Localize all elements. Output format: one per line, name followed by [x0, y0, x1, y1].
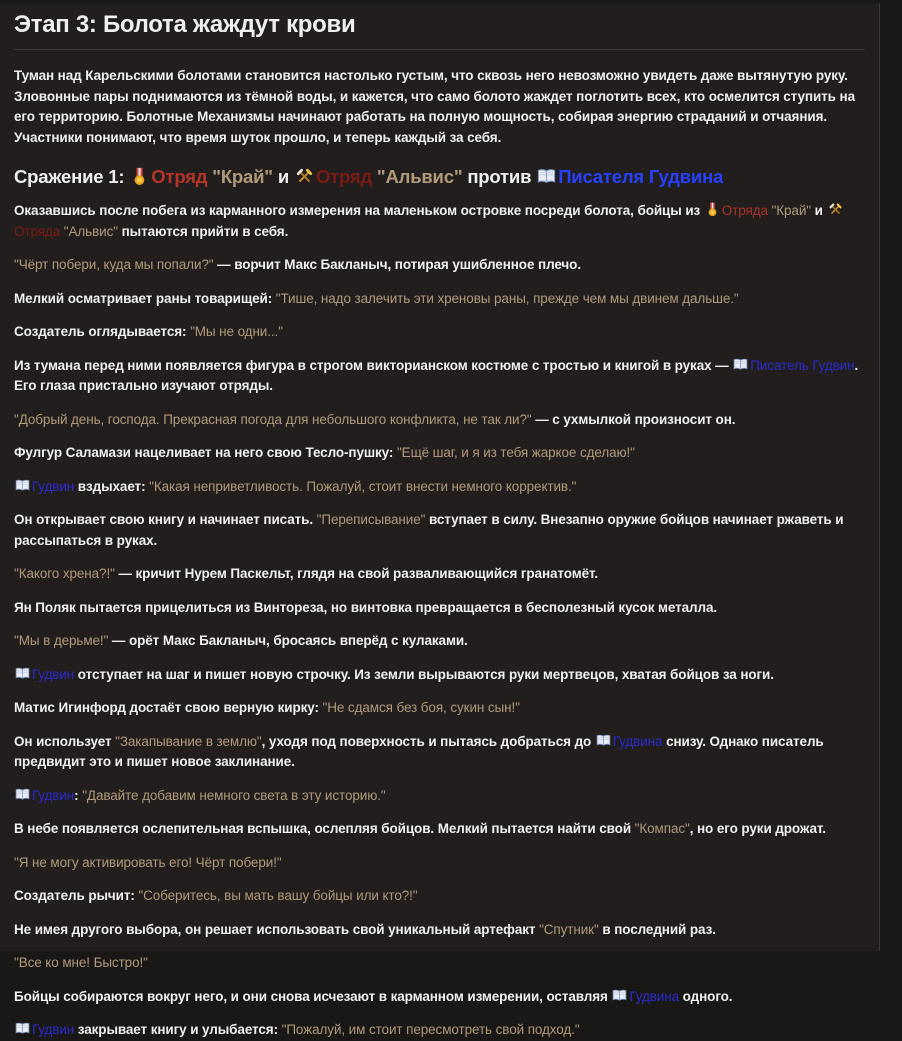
- story-text: Он открывает свою книгу и начинает писать.: [14, 512, 317, 528]
- writer-link[interactable]: Писателя Гудвина: [558, 166, 724, 188]
- story-text: и: [810, 203, 827, 219]
- story-paragraph: [14, 698, 865, 719]
- story-text: в последний раз.: [598, 921, 716, 937]
- quote-text: "Переписывание": [316, 512, 426, 528]
- story-text: Сражение 1:: [14, 166, 130, 188]
- team-name-label: "Альвис": [371, 166, 463, 188]
- story: [14, 201, 865, 1041]
- story-text: Из тумана перед ними появляется фигура в строгом викторианском костюме с тростью и книгой в руках —: [14, 357, 733, 373]
- quote-text: "Мы в дерьме!": [14, 633, 109, 649]
- intro-paragraph: [14, 66, 865, 148]
- quote-text: "Давайте добавим немного света в эту историю.": [82, 787, 386, 803]
- writer-link[interactable]: Гудвина: [629, 988, 680, 1004]
- story-text: Создатель рычит:: [14, 888, 139, 904]
- team-kray-label: Отряда: [721, 203, 768, 219]
- story-paragraph: [14, 410, 865, 431]
- medal-icon: [705, 202, 720, 217]
- story-page: [0, 3, 880, 1038]
- quote-text: "Какого хрена?!": [14, 566, 115, 582]
- story-paragraph: [14, 665, 865, 686]
- open-book-icon: [15, 787, 30, 802]
- open-book-icon: [612, 988, 627, 1003]
- story-paragraph: [14, 477, 865, 498]
- quote-text: "Какая неприветливость. Пожалуй, стоит внести немного корректив.": [149, 478, 577, 494]
- story-paragraph: [14, 598, 865, 619]
- story-paragraph: [14, 853, 865, 874]
- quote-text: "Добрый день, господа. Прекрасная погода для небольшого конфликта, не так ли?": [14, 411, 532, 427]
- story-paragraph: [14, 564, 865, 585]
- team-name-label: "Альвис": [60, 223, 118, 239]
- open-book-icon: [596, 733, 611, 748]
- quote-text: "Не сдамся без боя, сукин сын!": [322, 700, 520, 716]
- quote-text: "Чёрт побери, куда мы попали?": [14, 257, 214, 273]
- story-paragraph: [14, 289, 865, 310]
- team-kray-label: Отряд: [151, 166, 208, 188]
- quote-text: "Пожалуй, им стоит пересмотреть свой подход.": [281, 1022, 580, 1038]
- story-text: одного.: [679, 988, 733, 1004]
- story-text: Туман над Карельскими болотами становится настолько густым, что сквозь него невозможно увидеть даже вытянутую руку. Зловонные пары поднимаются из тёмной воды, и кажется, что само болото жаждет поглотить всех, кто осмелится ступить на его территорию. Болотные Механизмы начинают работать на полную мощность, собирая энергию страданий и отчаяния. Участники понимают, что время шуток прошло, и теперь каждый за себя.: [14, 68, 855, 145]
- story-text: Оказавшись после побега из карманного измерения на маленьком островке посреди болота, бойцы из: [14, 203, 704, 219]
- story-text: . Его глаза пристально изучают отряды.: [14, 357, 859, 394]
- team-alvis-label: Отряда: [14, 223, 61, 239]
- writer-link[interactable]: Писатель Гудвин: [750, 357, 855, 373]
- story-text: Фулгур Саламази нацеливает на него свою Тесло-пушку:: [14, 445, 397, 461]
- story-paragraph: [14, 1020, 865, 1041]
- story-text: Бойцы собираются вокруг него, и они снова исчезают в карманном измерении, оставляя: [14, 988, 612, 1004]
- hammer-pick-icon: [295, 167, 314, 186]
- story-paragraph: [14, 356, 865, 397]
- quote-text: "Тише, надо залечить эти хреновы раны, прежде чем мы двинем дальше.": [275, 290, 739, 306]
- page-title: Этап 3: Болота жаждут крови: [14, 11, 865, 50]
- story-text: , уходя под поверхность и пытаясь добраться до: [261, 733, 595, 749]
- open-book-icon: [537, 167, 556, 186]
- battle-heading: [14, 166, 865, 188]
- writer-link[interactable]: Гудвин: [32, 787, 75, 803]
- quote-text: "Закапывание в землю": [115, 733, 262, 749]
- story-text: Не имея другого выбора, он решает использовать свой уникальный артефакт: [14, 921, 540, 937]
- team-name-label: "Край": [767, 203, 811, 219]
- story-paragraph: [14, 786, 865, 807]
- writer-link[interactable]: Гудвин: [32, 666, 75, 682]
- story-text: Мелкий осматривает раны товарищей:: [14, 290, 276, 306]
- medal-icon: [130, 167, 149, 186]
- story-text: вздыхает:: [74, 478, 150, 494]
- writer-link[interactable]: Гудвин: [32, 478, 75, 494]
- story-text: Он использует: [14, 733, 116, 749]
- quote-text: "Соберитесь, вы мать вашу бойцы или кто?!": [138, 888, 418, 904]
- story-text: — с ухмылкой произносит он.: [531, 411, 736, 427]
- story-text: и: [272, 166, 294, 188]
- open-book-icon: [15, 478, 30, 493]
- quote-text: "Ещё шаг, и я из тебя жаркое сделаю!": [396, 445, 635, 461]
- open-book-icon: [733, 357, 748, 372]
- story-paragraph: [14, 920, 865, 941]
- story-text: — ворчит Макс Бакланыч, потирая ушибленное плечо.: [213, 257, 581, 273]
- hammer-pick-icon: [828, 202, 843, 217]
- story-text: закрывает книгу и улыбается:: [74, 1022, 282, 1038]
- team-name-label: "Край": [207, 166, 273, 188]
- story-text: Матис Игинфорд достаёт свою верную кирку:: [14, 700, 323, 716]
- story-text: , но его руки дрожат.: [689, 821, 826, 837]
- story-paragraph: [14, 732, 865, 773]
- quote-text: "Я не могу активировать его! Чёрт побери!": [14, 854, 282, 870]
- story-paragraph: [14, 322, 865, 343]
- story-text: — кричит Нурем Паскельт, глядя на свой разваливающийся гранатомёт.: [114, 566, 598, 582]
- story-text: пытаются прийти в себя.: [117, 223, 289, 239]
- story-text: Ян Поляк пытается прицелиться из Винтореза, но винтовка превращается в бесполезный кусок металла.: [14, 599, 718, 615]
- story-paragraph: [14, 510, 865, 551]
- story-text: вступает в силу. Внезапно оружие бойцов начинает ржаветь и рассыпаться в руках.: [14, 512, 844, 548]
- story-text: — орёт Макс Бакланыч, бросаясь вперёд с кулаками.: [108, 633, 468, 649]
- story-paragraph: [14, 443, 865, 464]
- writer-link[interactable]: Гудвина: [612, 733, 663, 749]
- open-book-icon: [15, 1021, 30, 1036]
- story-paragraph: [14, 953, 865, 974]
- story-text: против: [462, 166, 537, 188]
- story-text: снизу. Однако писатель предвидит это и пишет новое заклинание.: [14, 733, 824, 770]
- story-paragraph: [14, 255, 865, 276]
- quote-text: "Все ко мне! Быстро!": [14, 955, 148, 971]
- story-text: отступает на шаг и пишет новую строчку. Из земли вырываются руки мертвецов, хватая бойцов за ноги.: [74, 666, 774, 682]
- story-paragraph: [14, 819, 865, 840]
- quote-text: "Спутник": [539, 921, 599, 937]
- story-paragraph: [14, 201, 865, 242]
- story-paragraph: [14, 886, 865, 907]
- story-paragraph: [14, 987, 865, 1008]
- open-book-icon: [15, 666, 30, 681]
- quote-text: "Компас": [634, 821, 690, 837]
- story-text: В небе появляется ослепительная вспышка, ослепляя бойцов. Мелкий пытается найти свой: [14, 821, 635, 837]
- quote-text: "Мы не одни...": [190, 324, 283, 340]
- story-paragraph: [14, 631, 865, 652]
- writer-link[interactable]: Гудвин: [32, 1022, 75, 1038]
- story-text: Создатель оглядывается:: [14, 324, 191, 340]
- team-alvis-label: Отряд: [315, 166, 372, 188]
- story-text: :: [74, 787, 83, 803]
